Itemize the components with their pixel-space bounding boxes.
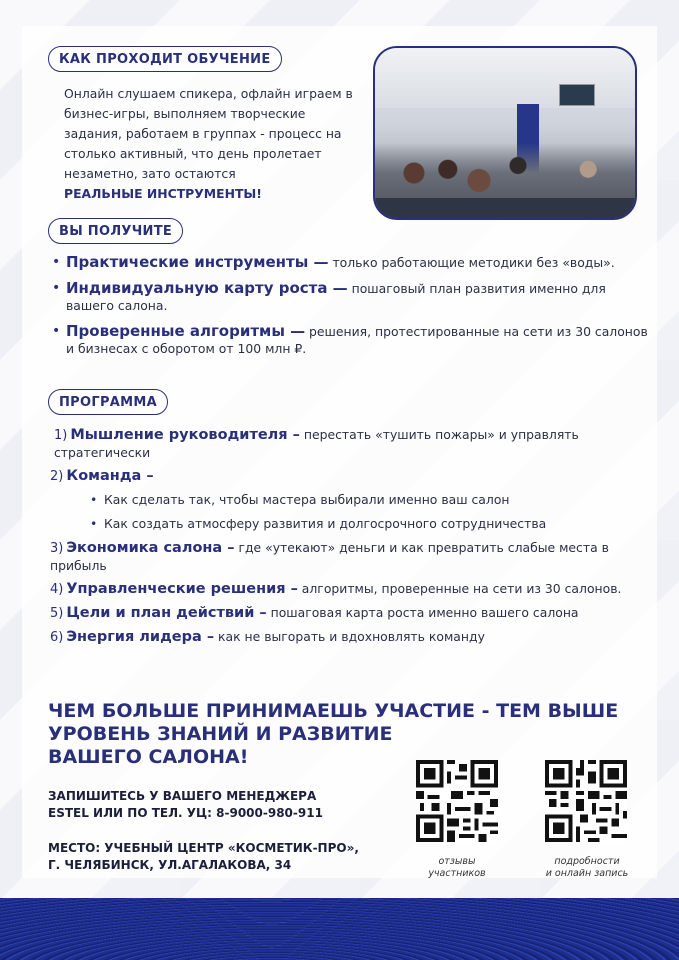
qr-caption-reviews: отзывы участников (428, 856, 486, 879)
cta-line: ВАШЕГО САЛОНА! (48, 746, 249, 768)
training-description (64, 84, 364, 204)
program-item: 4) Управленческие решения – алгоритмы, проверенные на сети из 30 салонов. (50, 581, 622, 597)
benefits-list (52, 254, 652, 366)
program-subitems (90, 491, 640, 532)
signup-phone: ESTEL ИЛИ ПО ТЕЛ. УЦ: 8-9000-980-911 (48, 806, 323, 820)
program-subitem: • Как создать атмосферу развития и долгосрочного сотрудничества (90, 515, 640, 532)
photo-screen (559, 84, 595, 106)
signup-line: ЗАПИШИТЕСЬ У ВАШЕГО МЕНЕДЖЕРА (48, 789, 317, 803)
cta-line: ЧЕМ БОЛЬШЕ ПРИНИМАЕШЬ УЧАСТИЕ - ТЕМ ВЫШЕ (48, 700, 619, 722)
program-item: 6) Энергия лидера – как не выгорать и вдохновлять команду (50, 629, 485, 645)
training-text: Онлайн слушаем спикера, офлайн играем в бизнес-игры, выполняем творческие задания, работаем в группах - процесс на столько активный, что день пролетает незаметно, зато остаются (64, 86, 353, 181)
program-list (50, 426, 640, 652)
photo-ceiling (375, 48, 635, 108)
benefit-item: • Индивидуальную карту роста — пошаговый план развития именно для вашего салона. (52, 280, 652, 314)
qr-code-details[interactable] (545, 760, 627, 842)
program-item: 5) Цели и план действий – пошаговая карта роста именно вашего салона (50, 605, 579, 621)
location-info (48, 840, 359, 874)
program-item: 3) Экономика салона – где «утекают» деньги и как превратить слабые места в прибыль (50, 540, 609, 573)
location-line: МЕСТО: УЧЕБНЫЙ ЦЕНТР «КОСМЕТИК-ПРО», (48, 841, 359, 855)
qr-icon (545, 760, 627, 842)
program-item: 1) Мышление руководителя – перестать «тушить пожары» и управлять стратегически (54, 427, 579, 460)
qr-icon (416, 760, 498, 842)
benefit-item: • Проверенные алгоритмы — решения, протестированные на сети из 30 салонов и бизнесах с оборотом от 100 млн ₽. (52, 323, 652, 357)
section-label-benefits: ВЫ ПОЛУЧИТЕ (48, 218, 183, 244)
training-accent: РЕАЛЬНЫЕ ИНСТРУМЕНТЫ! (64, 186, 262, 201)
footer-wave-band (0, 898, 679, 960)
seminar-photo (373, 46, 637, 220)
program-item: 2) Команда – • Как сделать так, чтобы мастера выбирали именно ваш салон • Как создать атмосферу развития и долгосрочного сотрудничества (50, 467, 640, 532)
call-to-action (48, 700, 648, 769)
photo-floor (375, 198, 635, 218)
qr-code-reviews[interactable] (416, 760, 498, 842)
program-subitem: • Как сделать так, чтобы мастера выбирали именно ваш салон (90, 491, 640, 508)
qr-caption-details: подробности и онлайн запись (545, 856, 629, 879)
signup-info (48, 788, 323, 822)
location-address: Г. ЧЕЛЯБИНСК, УЛ.АГАЛАКОВА, 34 (48, 858, 292, 872)
section-label-program: ПРОГРАММА (48, 389, 168, 415)
cta-line: УРОВЕНЬ ЗНАНИЙ И РАЗВИТИЕ (48, 723, 393, 745)
benefit-item: • Практические инструменты — только работающие методики без «воды». (52, 254, 652, 271)
section-label-training: КАК ПРОХОДИТ ОБУЧЕНИЕ (48, 46, 282, 72)
